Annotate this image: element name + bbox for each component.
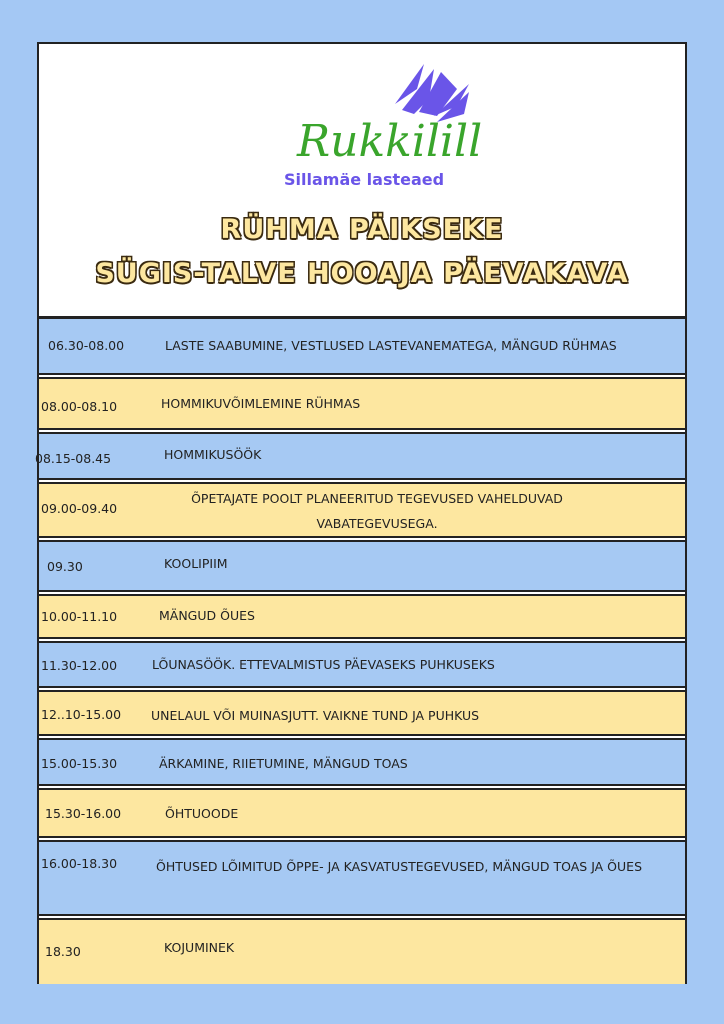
logo-name: Rukkilill (297, 116, 483, 167)
row-time: 11.30-12.00 (41, 658, 118, 673)
row-time: 15.00-15.30 (41, 756, 118, 771)
row-activity: HOMMIKUVÕIMLEMINE RÜHMAS (161, 396, 361, 411)
row-time: 18.30 (45, 944, 81, 959)
schedule-row (37, 594, 687, 639)
row-activity: HOMMIKUSÖÖK (164, 447, 262, 462)
row-activity: ÕHTUSED LÕIMITUD ÕPPE- JA KASVATUSTEGEVUSED, MÄNGUD TOAS JA ÕUES (155, 859, 643, 874)
row-activity: ÕHTUOODE (165, 806, 239, 821)
row-time: 10.00-11.10 (41, 609, 118, 624)
schedule-row (37, 788, 687, 838)
schedule-row (37, 918, 687, 984)
row-activity: LÕUNASÖÖK. ETTEVALMISTUS PÄEVASEKS PUHKUSEKS (152, 657, 495, 672)
schedule-row (37, 317, 687, 375)
schedule-row (37, 377, 687, 430)
row-activity: MÄNGUD ÕUES (159, 608, 255, 623)
cornflower-icon (395, 64, 469, 122)
schedule-row (37, 738, 687, 786)
row-time: 08.00-08.10 (41, 399, 118, 414)
logo (39, 44, 685, 194)
row-time: 09.30 (47, 559, 83, 574)
row-time: 08.15-08.45 (35, 451, 112, 466)
row-activity: ÕPETAJATE POOLT PLANEERITUD TEGEVUSED VAHELDUVAD VABATEGEVUSEGA. (191, 491, 563, 531)
schedule-row (37, 482, 687, 538)
schedule-row (37, 690, 687, 736)
schedule-row (37, 432, 687, 480)
row-activity: UNELAUL VÕI MUINASJUTT. VAIKNE TUND JA PUHKUS (151, 708, 480, 723)
logo-subtitle: Sillamäe lasteaed (284, 170, 445, 189)
schedule-row (37, 540, 687, 592)
row-time: 16.00-18.30 (41, 856, 118, 871)
row-time: 15.30-16.00 (45, 806, 122, 821)
row-time: 12..10-15.00 (41, 707, 122, 722)
row-time: 09.00-09.40 (41, 501, 118, 516)
row-activity: KOJUMINEK (164, 940, 235, 955)
row-activity: LASTE SAABUMINE, VESTLUSED LASTEVANEMATEGA, MÄNGUD RÜHMAS (165, 338, 617, 353)
schedule-row (37, 641, 687, 688)
row-time: 06.30-08.00 (48, 338, 125, 353)
title-line-1: RÜHMA PÄIKSEKE (220, 214, 504, 245)
schedule-sheet (37, 42, 687, 984)
schedule-row (37, 840, 687, 916)
title-line-2: SÜGIS-TALVE HOOAJA PÄEVAKAVA (95, 258, 629, 289)
header (39, 44, 685, 318)
row-activity: ÄRKAMINE, RIIETUMINE, MÄNGUD TOAS (159, 756, 408, 771)
row-activity: KOOLIPIIM (164, 556, 228, 571)
